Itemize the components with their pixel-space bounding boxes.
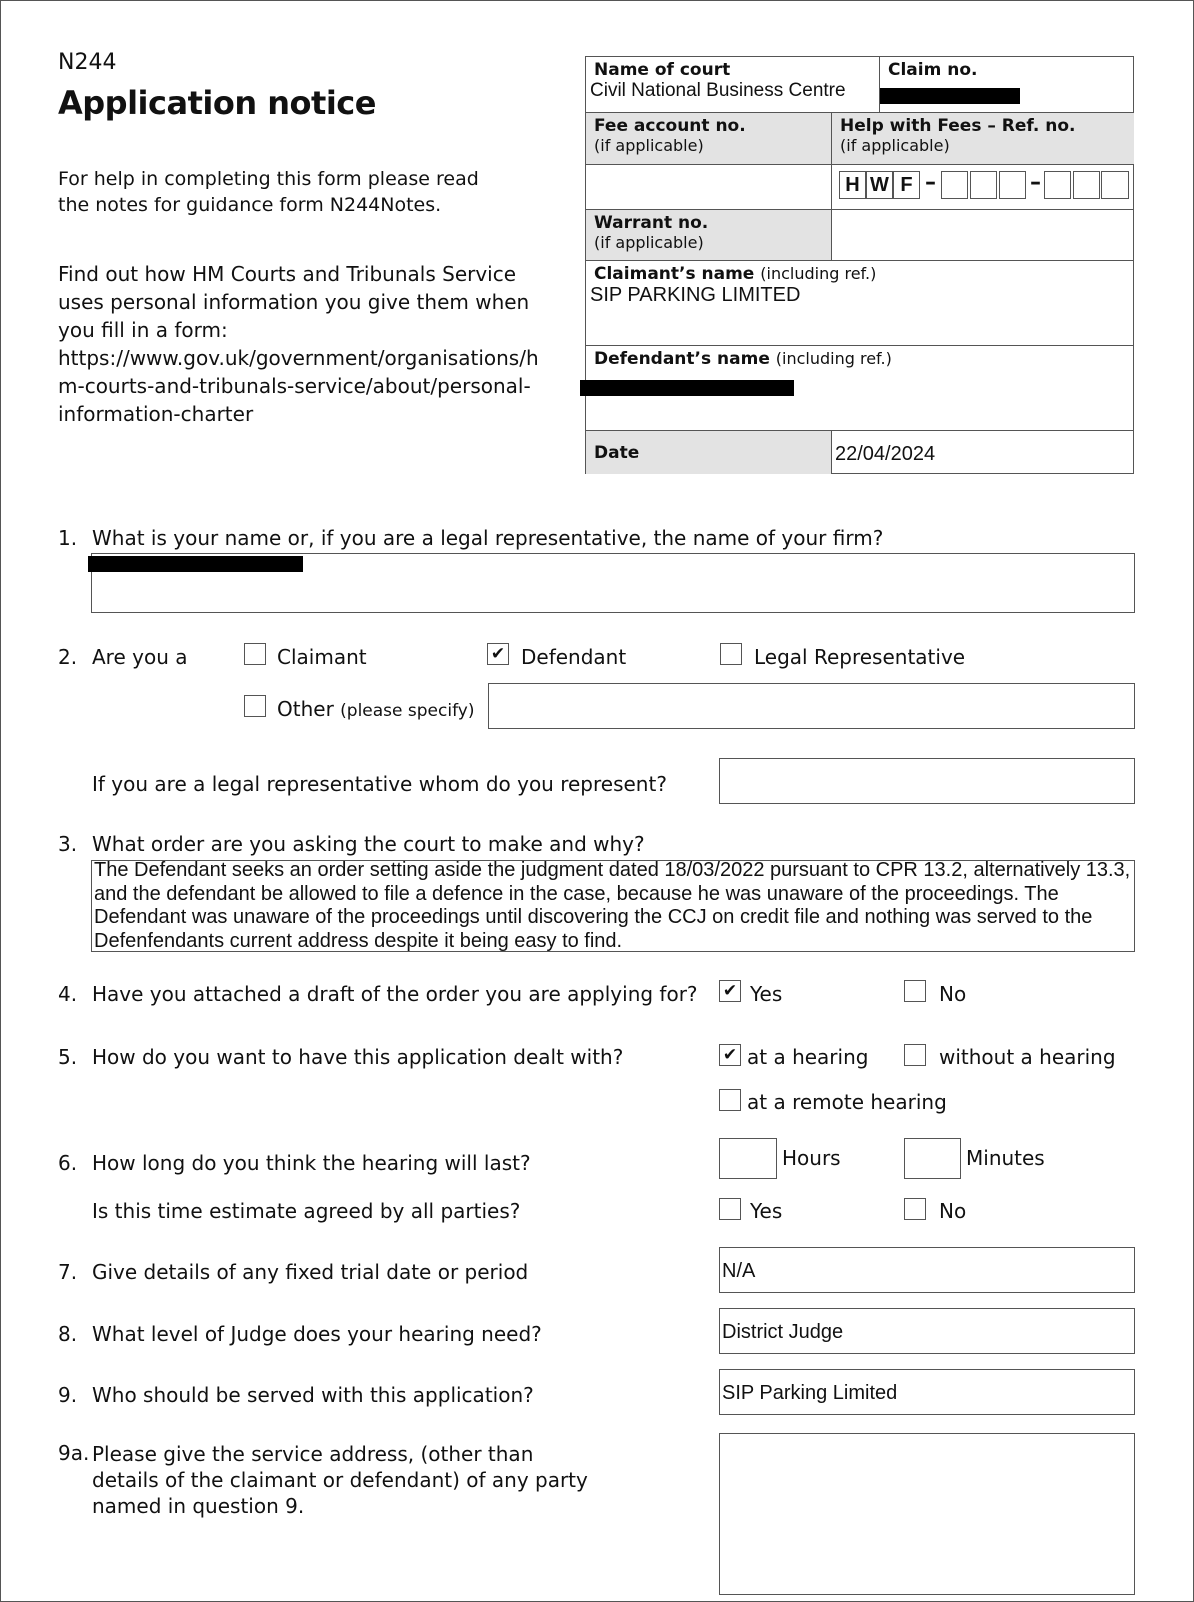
q2-claimant-label: Claimant <box>277 645 367 669</box>
q9-number: 9. <box>58 1383 78 1407</box>
q7-answer: N/A <box>722 1260 756 1282</box>
hwf-dash-2: – <box>1030 170 1041 195</box>
q2-legal-rep-checkbox[interactable] <box>720 643 742 665</box>
q6-text: How long do you think the hearing will last? <box>92 1151 531 1175</box>
fee-account-sub: (if applicable) <box>594 136 704 155</box>
q7-text: Give details of any fixed trial date or period <box>92 1260 529 1284</box>
q2-claimant-checkbox[interactable] <box>244 643 266 665</box>
court-name-cell <box>586 57 880 113</box>
date-label-cell <box>586 431 832 474</box>
claim-no-label: Claim no. <box>888 60 978 80</box>
claimant-name-sub: (including ref.) <box>760 264 877 283</box>
q5-text: How do you want to have this application dealt with? <box>92 1045 624 1069</box>
q2-represent-text: If you are a legal representative whom do you represent? <box>92 772 667 796</box>
q5-without-hearing-label: without a hearing <box>939 1045 1116 1069</box>
date-input[interactable] <box>832 431 1134 474</box>
hwf-digit-5[interactable] <box>1073 171 1100 199</box>
q4-yes-checkbox[interactable]: ✔ <box>719 980 741 1002</box>
q4-text: Have you attached a draft of the order you are applying for? <box>92 982 698 1006</box>
warrant-label-cell <box>586 210 832 261</box>
hwf-dash-1: – <box>925 170 936 195</box>
q5-remote-checkbox[interactable] <box>719 1089 741 1111</box>
claim-no-redaction <box>880 88 1020 104</box>
claimant-name-value: SIP PARKING LIMITED <box>590 284 801 306</box>
q2-number: 2. <box>58 645 78 669</box>
date-label: Date <box>594 443 640 463</box>
hwf-sub: (if applicable) <box>840 136 950 155</box>
warrant-label: Warrant no. <box>594 213 709 233</box>
q1-text: What is your name or, if you are a legal representative, the name of your firm? <box>92 526 884 550</box>
q8-number: 8. <box>58 1322 78 1346</box>
q9a-number: 9a. <box>58 1441 90 1465</box>
hwf-label-cell <box>832 113 1134 165</box>
hwf-letter-f: F <box>893 171 920 199</box>
q6-hours-input[interactable] <box>719 1138 777 1179</box>
q7-answer-input[interactable] <box>719 1247 1135 1293</box>
q3-number: 3. <box>58 832 78 856</box>
privacy-text: Find out how HM Courts and Tribunals Service uses personal information you give them when you fill in a form: https://www.gov.uk/government/organisations/hm-courts-and-tribunals-service/about/personal-information-charter <box>58 262 539 426</box>
q2-defendant-label: Defendant <box>521 645 627 669</box>
court-name-value[interactable]: Civil National Business Centre <box>590 80 846 101</box>
date-value: 22/04/2024 <box>835 443 936 465</box>
q9a-text: Please give the service address, (other than details of the claimant or defendant) of any party named in question 9. <box>92 1442 588 1518</box>
q6-minutes-label: Minutes <box>966 1146 1045 1170</box>
hwf-digit-1[interactable] <box>941 171 968 199</box>
q7-number: 7. <box>58 1260 78 1284</box>
q2-other-input[interactable] <box>488 683 1135 729</box>
q3-answer-box[interactable] <box>91 860 1135 952</box>
q4-yes-label: Yes <box>750 982 783 1006</box>
claimant-name-cell[interactable] <box>586 261 1134 346</box>
q3-text: What order are you asking the court to make and why? <box>92 832 645 856</box>
hwf-letter-h: H <box>839 171 866 199</box>
hwf-digit-2[interactable] <box>970 171 997 199</box>
hwf-digit-4[interactable] <box>1044 171 1071 199</box>
q5-remote-label: at a remote hearing <box>747 1090 947 1114</box>
q5-number: 5. <box>58 1045 78 1069</box>
q4-no-label: No <box>939 982 967 1006</box>
q6-number: 6. <box>58 1151 78 1175</box>
warrant-input[interactable] <box>832 210 1134 261</box>
warrant-sub: (if applicable) <box>594 233 704 252</box>
hwf-letter-w: W <box>866 171 893 199</box>
q2-other-checkbox[interactable] <box>244 695 266 717</box>
help-text: For help in completing this form please read the notes for guidance form N244Notes. <box>58 168 479 216</box>
claim-no-cell <box>880 57 1134 113</box>
q6-agreed-no-label: No <box>939 1199 967 1223</box>
q9-answer-input[interactable] <box>719 1369 1135 1415</box>
q2-represent-input[interactable] <box>719 758 1135 804</box>
q4-no-checkbox[interactable] <box>904 980 926 1002</box>
court-name-label: Name of court <box>594 60 731 80</box>
q5-without-hearing-checkbox[interactable] <box>904 1044 926 1066</box>
defendant-name-sub: (including ref.) <box>775 349 892 368</box>
q8-text: What level of Judge does your hearing need? <box>92 1322 542 1346</box>
q8-answer-input[interactable] <box>719 1308 1135 1354</box>
q2-other-label: Other <box>277 697 334 721</box>
q1-name-redaction <box>88 556 303 572</box>
q2-legal-rep-label: Legal Representative <box>754 645 966 669</box>
q6-hours-label: Hours <box>782 1146 841 1170</box>
q6-minutes-input[interactable] <box>904 1138 961 1179</box>
q6-agreed-yes-checkbox[interactable] <box>719 1198 741 1220</box>
case-details-panel <box>585 56 1134 474</box>
q4-number: 4. <box>58 982 78 1006</box>
q9-text: Who should be served with this application? <box>92 1383 534 1407</box>
defendant-name-redaction <box>580 380 794 396</box>
q6-agreed-no-checkbox[interactable] <box>904 1198 926 1220</box>
hwf-digit-3[interactable] <box>999 171 1026 199</box>
q6-agreed-text: Is this time estimate agreed by all parties? <box>92 1199 521 1223</box>
form-id: N244 <box>58 50 117 75</box>
q2-defendant-checkbox[interactable]: ✔ <box>487 643 509 665</box>
q6-agreed-yes-label: Yes <box>750 1199 783 1223</box>
q1-number: 1. <box>58 526 78 550</box>
hwf-label: Help with Fees – Ref. no. <box>840 116 1076 136</box>
q2-other-sub: (please specify) <box>340 701 475 721</box>
hwf-digit-6[interactable] <box>1101 171 1129 199</box>
page-title: Application notice <box>58 84 376 122</box>
q9-answer: SIP Parking Limited <box>722 1382 898 1404</box>
fee-account-label-cell <box>586 113 832 165</box>
q3-answer: The Defendant seeks an order setting aside the judgment dated 18/03/2022 pursuant to CPR 13.2, alternatively 13.3, and the defendant be allowed to file a defence in the case, because he was unaware of the proceedings. The Defendant was unaware of the proceedings until discovering the CCJ on credit file and nothing was served to the Defenfendants current address despite it being easy to find. <box>94 860 1131 952</box>
q8-answer: District Judge <box>722 1321 844 1343</box>
q5-hearing-checkbox[interactable]: ✔ <box>719 1044 741 1066</box>
claimant-name-label: Claimant’s name <box>594 264 755 284</box>
q5-hearing-label: at a hearing <box>747 1045 869 1069</box>
fee-account-label: Fee account no. <box>594 116 746 136</box>
defendant-name-label: Defendant’s name <box>594 349 770 369</box>
q2-text: Are you a <box>92 645 188 669</box>
fee-account-input[interactable] <box>586 165 832 210</box>
q9a-address-input[interactable] <box>719 1433 1135 1595</box>
